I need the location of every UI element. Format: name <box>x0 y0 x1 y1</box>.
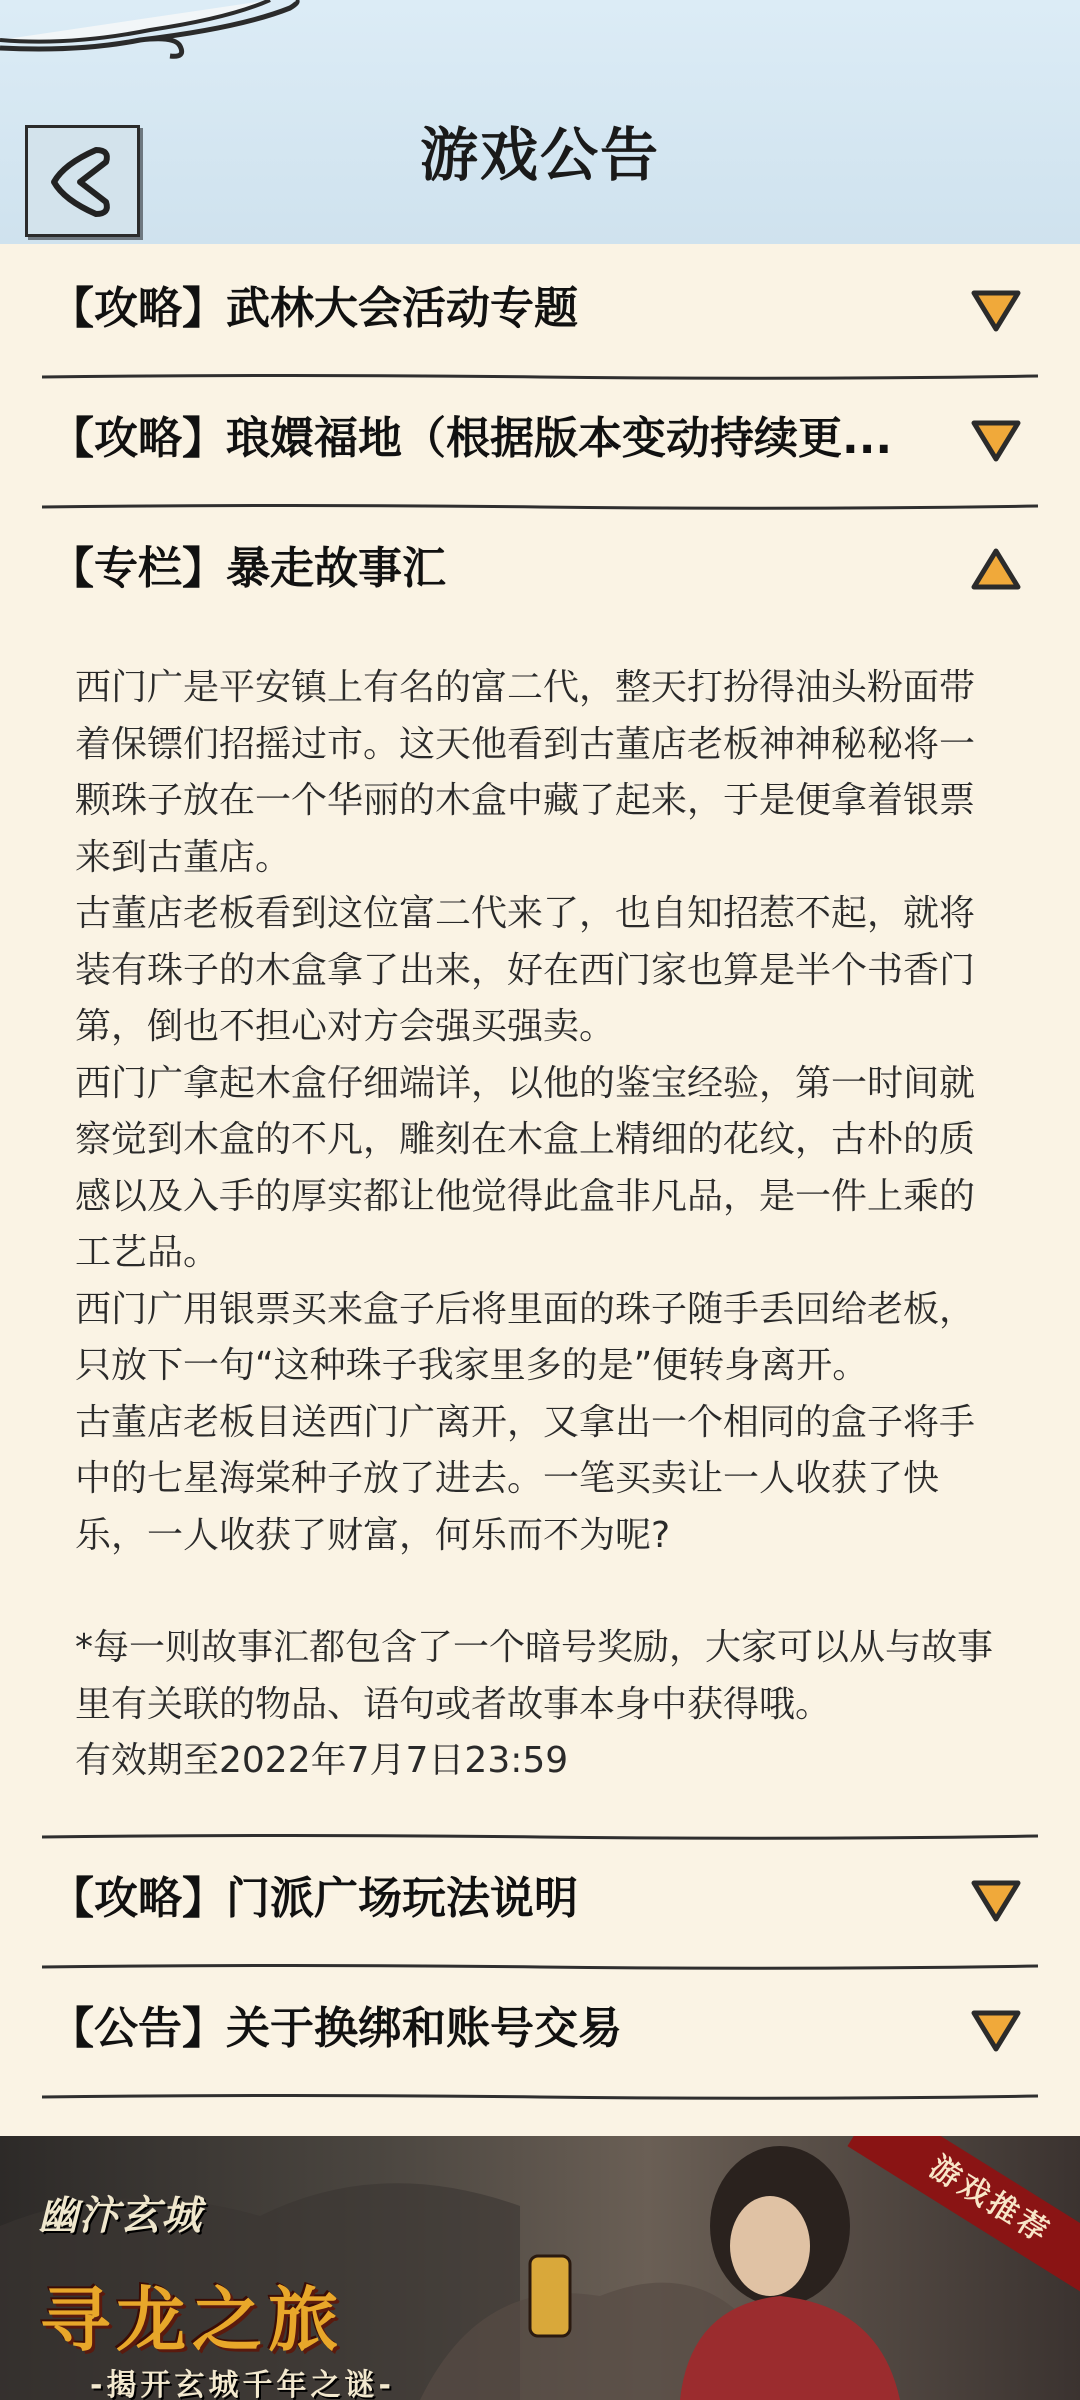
announcement-title: 【专栏】暴走故事汇 <box>50 543 446 594</box>
content-paragraph: 西门广拿起木盒仔细端详，以他的鉴宝经验，第一时间就察觉到木盒的不凡，雕刻在木盒上精细的花纹，古朴的质感以及入手的厚实都让他觉得此盒非凡品，是一件上乘的工艺品。 <box>75 1062 976 1273</box>
announcement-item-expanded[interactable] <box>0 504 1080 634</box>
expand-arrow-icon <box>970 287 1022 333</box>
banner-headline: 寻龙之旅 <box>40 2279 344 2361</box>
announcement-content <box>0 634 1080 1834</box>
announcement-title: 【公告】关于换绑和账号交易 <box>50 2002 622 2054</box>
page-title: 游戏公告 <box>419 121 660 189</box>
game-promo-banner[interactable] <box>0 2136 1080 2400</box>
banner-subtitle: -揭开玄城千年之谜- <box>90 2368 395 2400</box>
content-note: *每一则故事汇都包含了一个暗号奖励，大家可以从与故事里有关联的物品、语句或者故事本身中获得哦。 <box>75 1627 994 1725</box>
announcement-item[interactable] <box>0 244 1080 374</box>
content-paragraph: 古董店老板看到这位富二代来了，也自知招惹不起，就将装有珠子的木盒拿了出来，好在西门家也算是半个书香门第，倒也不担心对方会强买强卖。 <box>75 893 976 1047</box>
expand-arrow-icon <box>970 417 1022 463</box>
announcement-item[interactable] <box>0 1964 1080 2094</box>
announcement-title: 【攻略】琅嬛福地（根据版本变动持续更... <box>50 413 893 464</box>
announcement-item[interactable] <box>0 1834 1080 1964</box>
announcement-title: 【攻略】门派广场玩法说明 <box>50 1872 578 1924</box>
announcement-title: 【攻略】武林大会活动专题 <box>50 283 578 334</box>
game-logo: 幽汴玄城 <box>38 2193 202 2239</box>
cloud-ornament-icon <box>0 0 320 60</box>
content-paragraph: 西门广是平安镇上有名的富二代，整天打扮得油头粉面带着保镖们招摇过市。这天他看到古董店老板神神秘秘将一颗珠子放在一个华丽的木盒中藏了起来，于是便拿着银票来到古董店。 <box>75 667 976 878</box>
spacer <box>75 1564 1005 1620</box>
content-paragraph: 古董店老板目送西门广离开，又拿出一个相同的盒子将手中的七星海棠种子放了进去。一笔买卖让一人收获了快乐，一人收获了财富，何乐而不为呢? <box>75 1401 976 1556</box>
announcement-item[interactable] <box>0 374 1080 504</box>
expand-arrow-icon <box>970 2007 1022 2053</box>
expand-arrow-icon <box>970 1877 1022 1923</box>
collapse-arrow-icon <box>970 547 1022 593</box>
announcement-list <box>0 244 1080 2094</box>
content-validity: 有效期至2022年7月7日23:59 <box>75 1740 569 1781</box>
content-paragraph: 西门广用银票买来盒子后将里面的珠子随手丢回给老板，只放下一句“这种珠子我家里多的是”便转身离开。 <box>75 1288 976 1386</box>
header-bar <box>0 0 1080 244</box>
recommend-ribbon: 游戏推荐 <box>847 2136 1080 2305</box>
